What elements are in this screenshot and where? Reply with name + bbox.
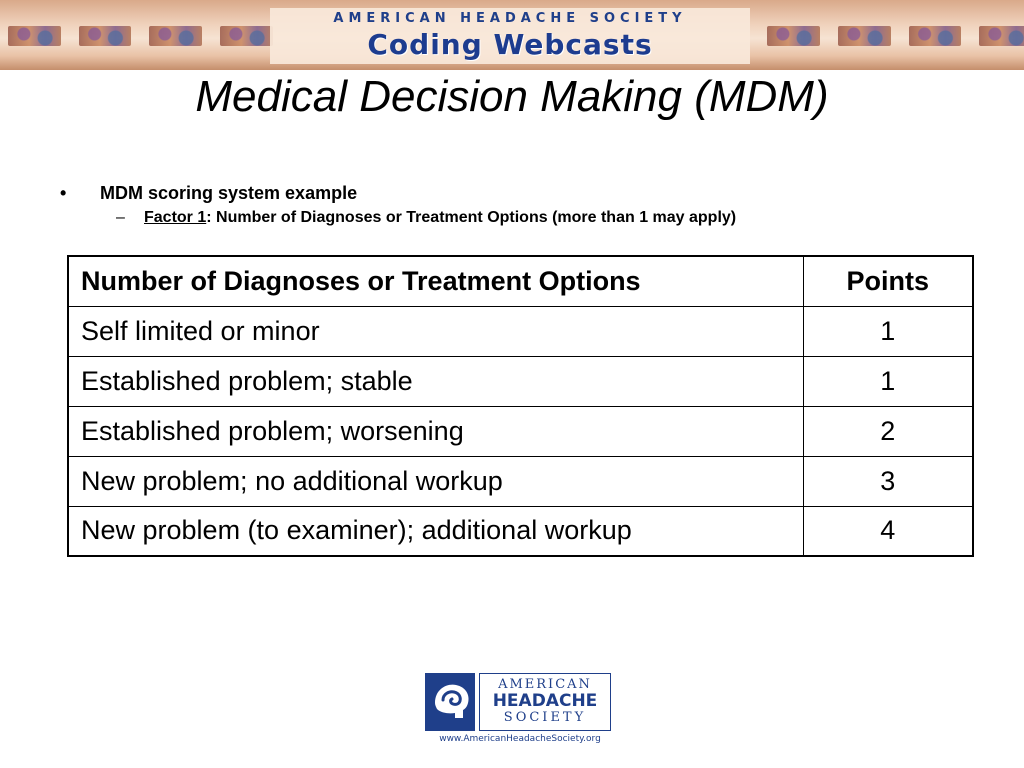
banner-society-name: AMERICAN HEADACHE SOCIETY (333, 11, 687, 26)
banner-title-block (270, 8, 750, 64)
banner-image-tile (79, 26, 132, 46)
table-row (68, 306, 973, 356)
table-cell-label: Established problem; worsening (68, 406, 803, 456)
mdm-points-table (67, 255, 974, 557)
table-row (68, 356, 973, 406)
bullet-level1-text: MDM scoring system example (100, 183, 358, 203)
table-cell-label: New problem (to examiner); additional workup (68, 506, 803, 556)
logo-url: www.AmericanHeadacheSociety.org (439, 734, 601, 744)
bullet-dash-icon: – (116, 209, 125, 226)
banner-image-tile (220, 26, 273, 46)
logo-line3: SOCIETY (503, 710, 587, 725)
table-cell-points: 2 (803, 406, 973, 456)
logo-wordmark (479, 673, 611, 731)
table-row (68, 506, 973, 556)
logo-line1: AMERICAN (498, 677, 592, 692)
table-cell-label: New problem; no additional workup (68, 456, 803, 506)
banner-image-tile (149, 26, 202, 46)
table-cell-points: 1 (803, 306, 973, 356)
header-banner (0, 0, 1024, 70)
table-cell-label: Established problem; stable (68, 356, 803, 406)
bullet-level1 (60, 183, 357, 204)
table-header-row (68, 256, 973, 306)
bullet-level2 (116, 209, 736, 227)
bullet-level2-text: : Number of Diagnoses or Treatment Options (more than 1 may apply) (206, 209, 737, 226)
table-header-points: Points (803, 256, 973, 306)
logo-line2: HEADACHE (492, 691, 598, 711)
table-cell-label: Self limited or minor (68, 306, 803, 356)
table-header-diagnoses: Number of Diagnoses or Treatment Options (68, 256, 803, 306)
table-row (68, 406, 973, 456)
table-row (68, 456, 973, 506)
table-cell-points: 3 (803, 456, 973, 506)
banner-image-tile (767, 26, 820, 46)
table-cell-points: 1 (803, 356, 973, 406)
table-cell-points: 4 (803, 506, 973, 556)
slide-title: Medical Decision Making (MDM) (195, 72, 829, 121)
banner-title: Coding Webcasts (367, 28, 653, 61)
banner-image-tile (8, 26, 61, 46)
banner-image-tile (909, 26, 962, 46)
bullet-level2-factor: Factor 1 (144, 209, 207, 226)
ahs-logo (425, 673, 611, 735)
banner-image-tile (838, 26, 891, 46)
banner-image-tile (979, 26, 1024, 46)
head-profile-icon (425, 673, 475, 731)
bullet-dot-icon: • (60, 183, 67, 203)
